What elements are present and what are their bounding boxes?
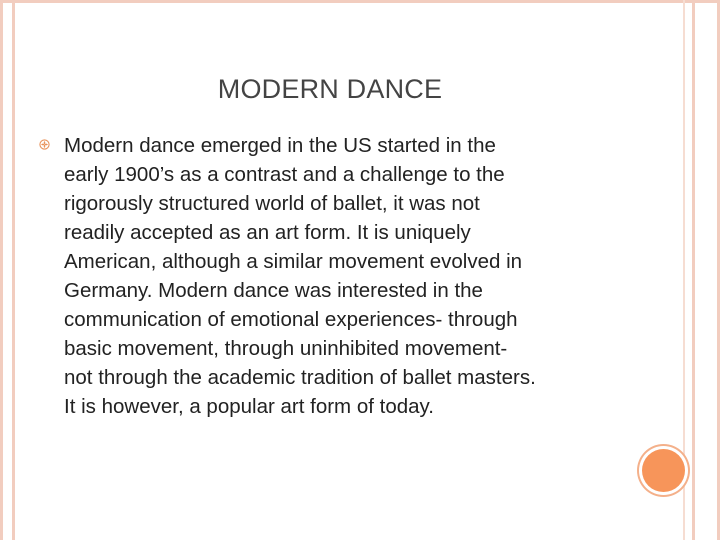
bullet-line: basic movement, through uninhibited movement- bbox=[64, 337, 508, 360]
bullet-line: not through the academic tradition of ballet masters. bbox=[64, 366, 536, 389]
bullet-line: rigorously structured world of ballet, it was not bbox=[64, 192, 480, 215]
bullet-line: readily accepted as an art form. It is uniquely bbox=[64, 221, 471, 244]
right-border-inner bbox=[692, 0, 695, 540]
accent-circle bbox=[642, 449, 685, 492]
slide-title-text: MODERN DANCE bbox=[217, 74, 443, 104]
bullet-line: It is however, a popular art form of today. bbox=[64, 395, 434, 418]
flower-bullet-icon bbox=[39, 139, 50, 150]
right-border-mid bbox=[683, 0, 685, 540]
bullet-line: Germany. Modern dance was interested in the bbox=[64, 279, 483, 302]
bullet-paragraph bbox=[64, 131, 644, 421]
bullet-line: American, although a similar movement evolved in bbox=[64, 250, 523, 273]
bullet-line: Modern dance emerged in the US started in the bbox=[64, 134, 496, 157]
top-border bbox=[0, 0, 720, 3]
bullet-line: early 1900’s as a contrast and a challenge to the bbox=[64, 163, 505, 186]
slide-title bbox=[0, 74, 660, 105]
bullet-line: communication of emotional experiences- through bbox=[64, 308, 518, 331]
